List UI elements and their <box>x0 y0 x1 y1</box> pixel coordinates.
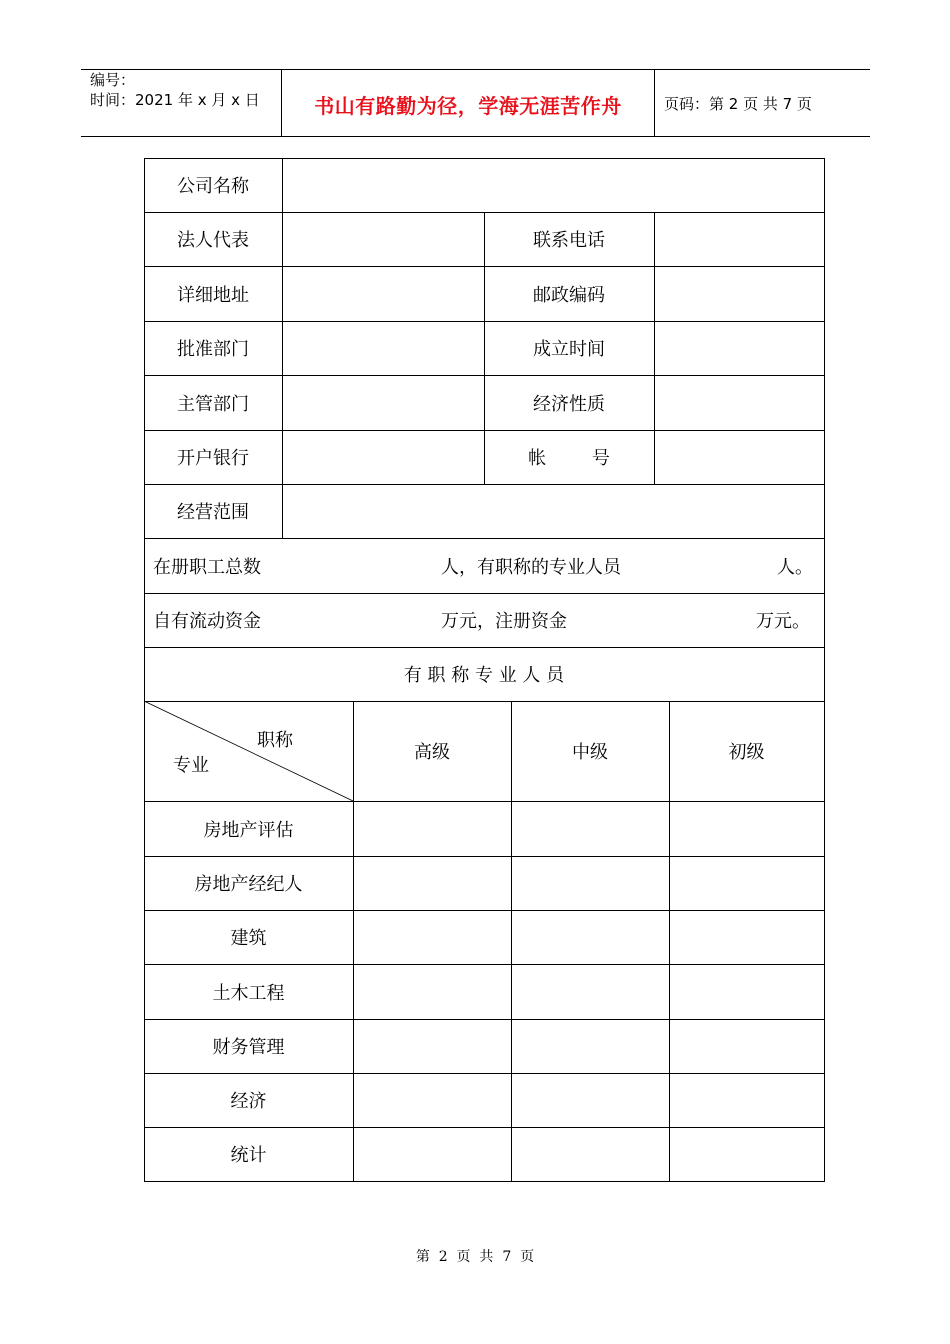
economic-nature-field[interactable] <box>654 375 824 430</box>
page-indicator: 页码：第 2 页 共 7 页 <box>664 95 812 113</box>
business-scope-label: 经营范围 <box>177 502 249 523</box>
major-row-label: 建筑 <box>230 928 267 949</box>
business-scope-field[interactable] <box>282 484 824 538</box>
supervising-department-label: 主管部门 <box>177 393 249 415</box>
major-row-label: 经济 <box>230 1091 267 1112</box>
diagonal-title-label: 职称 <box>257 730 293 751</box>
working-capital-label: 自有流动资金 <box>153 611 261 632</box>
contact-phone-field[interactable] <box>654 212 824 266</box>
established-date-field[interactable] <box>654 321 824 375</box>
header-bottom-rule <box>81 136 870 137</box>
staff-total-label: 在册职工总数 <box>153 556 261 578</box>
supervising-department-field[interactable] <box>282 375 484 430</box>
major-row-label: 房地产评估 <box>203 819 294 841</box>
company-name-label: 公司名称 <box>177 176 249 197</box>
approval-department-field[interactable] <box>282 321 484 375</box>
page-footer: 第 2 页 共 7 页 <box>415 1249 535 1265</box>
staff-total-field[interactable] <box>290 538 430 593</box>
capital-end-label: 万元。 <box>756 611 810 632</box>
professional-staff-label: 人，有职称的专业人员 <box>441 556 621 578</box>
account-number-field[interactable] <box>654 430 824 484</box>
established-date-label: 成立时间 <box>533 339 605 360</box>
table-rule <box>144 1181 825 1182</box>
header-top-rule <box>81 69 870 70</box>
postcode-label: 邮政编码 <box>533 284 605 306</box>
staff-end-label: 人。 <box>777 556 813 578</box>
registered-capital-label: 万元，注册资金 <box>441 611 567 632</box>
column-junior: 初级 <box>728 742 765 763</box>
motto-heading: 书山有路勤为径，学海无涯苦作舟 <box>314 94 622 118</box>
legal-representative-field[interactable] <box>282 212 484 266</box>
column-senior: 高级 <box>414 742 450 763</box>
table-border-right <box>824 158 825 1181</box>
professional-staff-field[interactable] <box>650 538 760 593</box>
major-row-label: 统计 <box>230 1145 267 1166</box>
column-intermediate: 中级 <box>572 742 608 763</box>
date-label: 时间：2021 年 x 月 x 日 <box>90 91 260 109</box>
contact-phone-label: 联系电话 <box>533 230 605 251</box>
economic-nature-label: 经济性质 <box>533 393 605 415</box>
working-capital-field[interactable] <box>290 593 430 647</box>
address-field[interactable] <box>282 266 484 321</box>
registered-capital-field[interactable] <box>600 593 740 647</box>
header-divider <box>654 69 655 136</box>
approval-department-label: 批准部门 <box>177 339 249 360</box>
qualified-staff-section-title: 有 职 称 专 业 人 员 <box>403 665 565 686</box>
major-row-label: 房地产经纪人 <box>194 874 303 895</box>
major-row-label: 财务管理 <box>212 1037 285 1058</box>
postcode-field[interactable] <box>654 266 824 321</box>
bank-field[interactable] <box>282 430 484 484</box>
address-label: 详细地址 <box>177 284 249 306</box>
serial-number-label: 编号： <box>90 71 136 89</box>
major-row-label: 土木工程 <box>212 982 285 1004</box>
account-number-label: 帐 号 <box>528 448 610 469</box>
company-name-field[interactable] <box>282 158 824 212</box>
legal-representative-label: 法人代表 <box>177 230 249 251</box>
diagonal-major-label: 专业 <box>173 755 209 776</box>
bank-label: 开户银行 <box>177 448 249 469</box>
